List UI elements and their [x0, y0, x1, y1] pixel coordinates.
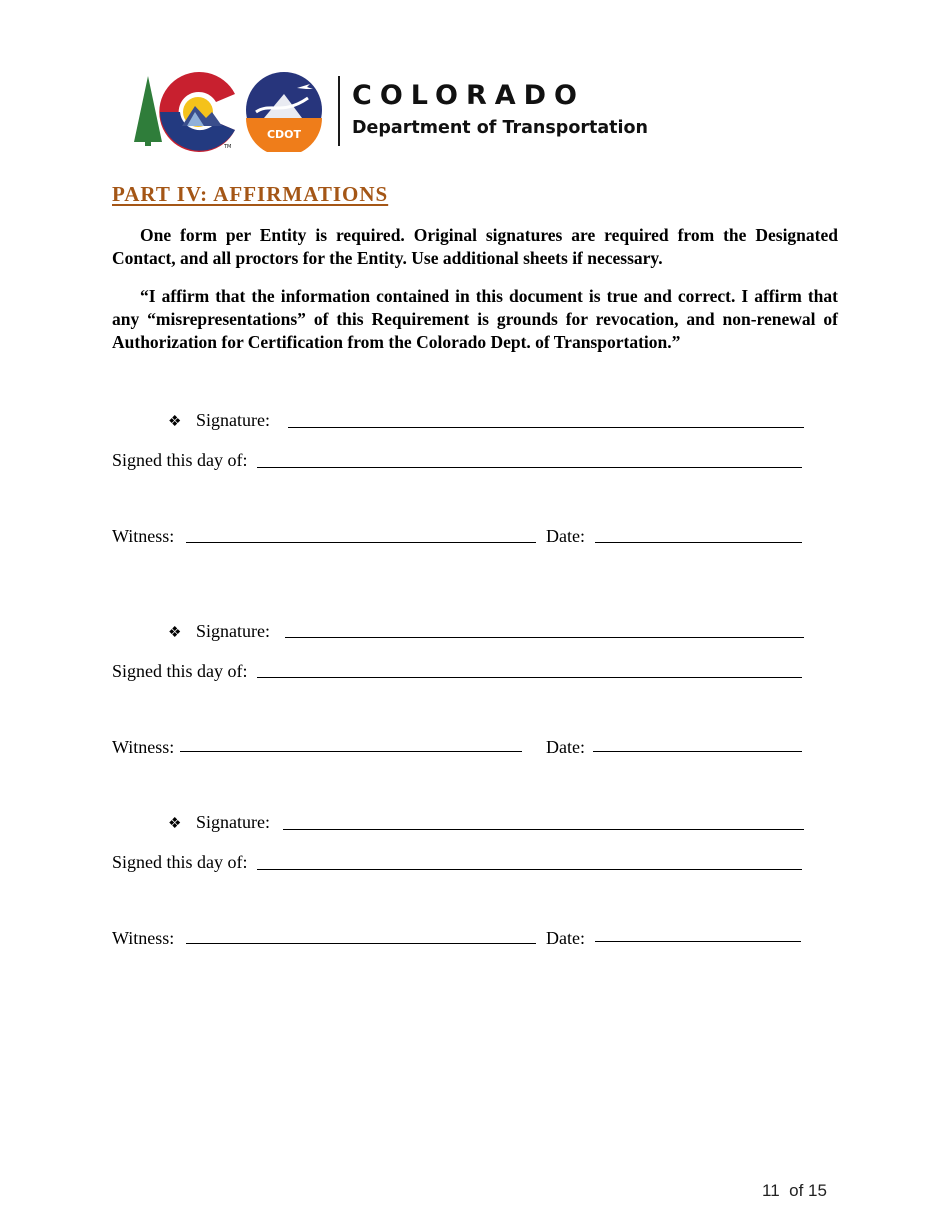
- diamond-bullet-icon: ❖: [168, 625, 182, 641]
- date-label: Date:: [546, 737, 585, 757]
- department-name: Department of Transportation: [352, 118, 649, 138]
- cdot-badge-text: CDOT: [266, 128, 302, 141]
- signature-line[interactable]: [283, 829, 804, 830]
- tree-trunk: [145, 140, 151, 146]
- signature-label: Signature:: [196, 812, 270, 832]
- header-divider: [338, 76, 340, 146]
- intro-paragraph: One form per Entity is required. Original signatures are required from the Designated Contact, and all proctors for the Entity. Use additional sheets if necessary.: [112, 225, 838, 268]
- trademark-mark: TM: [224, 144, 232, 150]
- date-label: Date:: [546, 928, 585, 948]
- tree-icon: [134, 76, 162, 142]
- witness-line[interactable]: [180, 751, 522, 752]
- affirmation-paragraph: “I affirm that the information contained in this document is true and correct. I affirm that any “misrepresentations” of this Requirement is grounds for revocation, and non-renewal of Authorization for Certification from the Colorado Dept. of Transportation.”: [112, 286, 838, 352]
- signature-line[interactable]: [288, 427, 804, 428]
- diamond-bullet-icon: ❖: [168, 414, 182, 430]
- page-current: 11: [762, 1181, 780, 1200]
- signed-date-label: Signed this day of:: [112, 661, 248, 681]
- diamond-bullet-icon: ❖: [168, 816, 182, 832]
- witness-line[interactable]: [186, 943, 536, 944]
- section-heading: PART IV: AFFIRMATIONS: [112, 182, 389, 206]
- signed-date-line[interactable]: [257, 677, 802, 678]
- witness-label: Witness:: [112, 526, 175, 546]
- date-line[interactable]: [595, 941, 801, 942]
- witness-label: Witness:: [112, 928, 175, 948]
- cdot-logo: [132, 72, 328, 152]
- witness-line[interactable]: [186, 542, 536, 543]
- date-line[interactable]: [595, 542, 802, 543]
- signature-line[interactable]: [285, 637, 804, 638]
- date-line[interactable]: [593, 751, 802, 752]
- date-label: Date:: [546, 526, 585, 546]
- signed-date-label: Signed this day of:: [112, 450, 248, 470]
- page-total: of 15: [789, 1181, 827, 1200]
- witness-label: Witness:: [112, 737, 175, 757]
- signature-label: Signature:: [196, 410, 270, 430]
- org-name: COLORADO: [352, 80, 586, 111]
- signed-date-line[interactable]: [257, 467, 802, 468]
- signed-date-label: Signed this day of:: [112, 852, 248, 872]
- signature-label: Signature:: [196, 621, 270, 641]
- page-number: [762, 1181, 827, 1201]
- signed-date-line[interactable]: [257, 869, 802, 870]
